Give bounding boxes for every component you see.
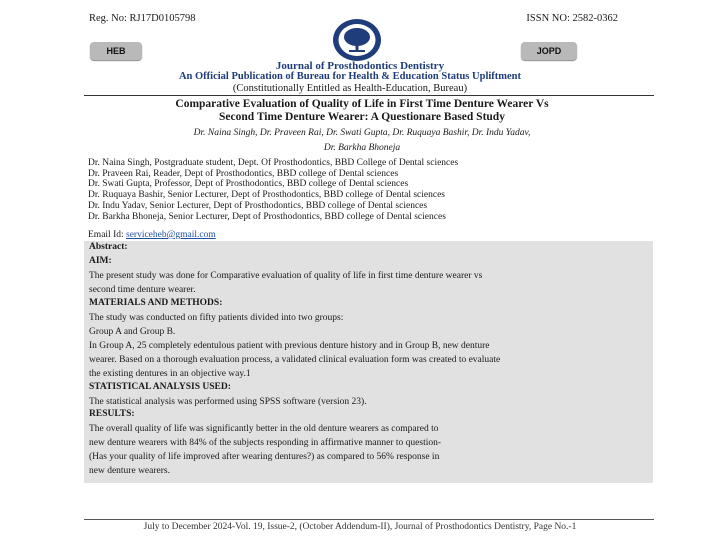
affiliation-item: Dr. Indu Yadav, Senior Lecturer, Dept of Prosthodontics, BBD college of Dental sciences: [88, 200, 428, 211]
journal-logo-tree-icon: [328, 18, 386, 62]
issn-number: ISSN NO: 2582-0362: [526, 13, 618, 24]
aim-heading: AIM:: [89, 256, 112, 266]
affiliation-list: [88, 158, 458, 222]
registration-number: Reg. No: RJ17D0105798: [89, 13, 196, 24]
email-link[interactable]: serviceheb@gmail.com: [126, 230, 216, 240]
affiliation-item: Dr. Naina Singh, Postgraduate student, Dept. Of Prosthodontics, BBD College of Dental sciences: [88, 158, 459, 168]
footer-divider: [84, 519, 654, 520]
affiliation-item: Dr. Swati Gupta, Professor, Dept of Prosthodontics, BBD college of Dental sciences: [88, 179, 409, 190]
results-heading: RESULTS:: [89, 409, 135, 419]
results-text: The overall quality of life was significantly better in the old denture wearers as compared to: [89, 424, 439, 434]
abstract-heading: Abstract:: [89, 242, 128, 252]
entitled-line: (Constitutionally Entitled as Health-Education, Bureau): [232, 83, 468, 94]
journal-title: Journal of Prosthodontics Dentistry: [275, 60, 445, 72]
results-text: (Has your quality of life improved after wearing dentures?) as compared to 56% response in: [89, 452, 440, 462]
aim-text: second time denture wearer.: [89, 285, 196, 295]
heb-badge: HEB: [90, 42, 142, 60]
page-footer: July to December 2024-Vol. 19, Issue-2, (October Addendum-II), Journal of Prosthodontics Dentistry, Page No.-1: [143, 522, 577, 532]
affiliation-item: Dr. Ruquaya Bashir, Senior Lecturer, Dept of Prosthodontics, BBD college of Dental sciences: [88, 190, 445, 201]
abstract-box: [84, 241, 653, 483]
affiliation-item: Dr. Barkha Bhoneja, Senior Lecturer, Dept of Prosthodontics, BBD college of Dental sciences: [88, 211, 446, 222]
methods-text: In Group A, 25 completely edentulous patient with previous denture history and in Group B, new denture: [89, 341, 490, 351]
article-title: [84, 98, 640, 124]
article-title-line: Second Time Denture Wearer: A Questionare Based Study: [219, 111, 505, 123]
publication-line: An Official Publication of Bureau for Health & Education Status Upliftment: [178, 71, 522, 82]
stats-text: The statistical analysis was performed using SPSS software (version 23).: [89, 397, 367, 407]
author-line: Dr. Naina Singh, Dr. Praveen Rai, Dr. Swati Gupta, Dr. Ruquaya Bashir, Dr. Indu Yadav,: [193, 128, 531, 138]
email-label: Email Id:: [88, 230, 126, 240]
aim-text: The present study was done for Comparative evaluation of quality of life in first time denture wearer vs: [89, 271, 483, 281]
methods-text: Group A and Group B.: [89, 327, 176, 337]
methods-text: wearer. Based on a thorough evaluation process, a validated clinical evaluation form was created to evaluate: [89, 355, 501, 365]
author-list: [84, 126, 640, 155]
methods-text: The study was conducted on fifty patients divided into two groups:: [89, 313, 344, 323]
methods-text: the existing dentures in an objective way.1: [89, 369, 251, 379]
author-line: Dr. Barkha Bhoneja: [323, 142, 401, 153]
affiliation-item: Dr. Praveen Rai, Reader, Dept of Prosthodontics, BBD college of Dental sciences: [88, 168, 399, 179]
results-text: new denture wearers.: [89, 466, 170, 476]
jopd-badge: JOPD: [521, 42, 577, 60]
email-line: [88, 230, 216, 240]
header-divider: [84, 95, 654, 96]
results-text: new denture wearers with 84% of the subjects responding in affirmative manner to question-: [89, 438, 442, 448]
article-title-line: Comparative Evaluation of Quality of Life in First Time Denture Wearer Vs: [175, 98, 549, 110]
methods-heading: MATERIALS AND METHODS:: [89, 298, 223, 308]
stats-heading: STATISTICAL ANALYSIS USED:: [89, 382, 231, 392]
